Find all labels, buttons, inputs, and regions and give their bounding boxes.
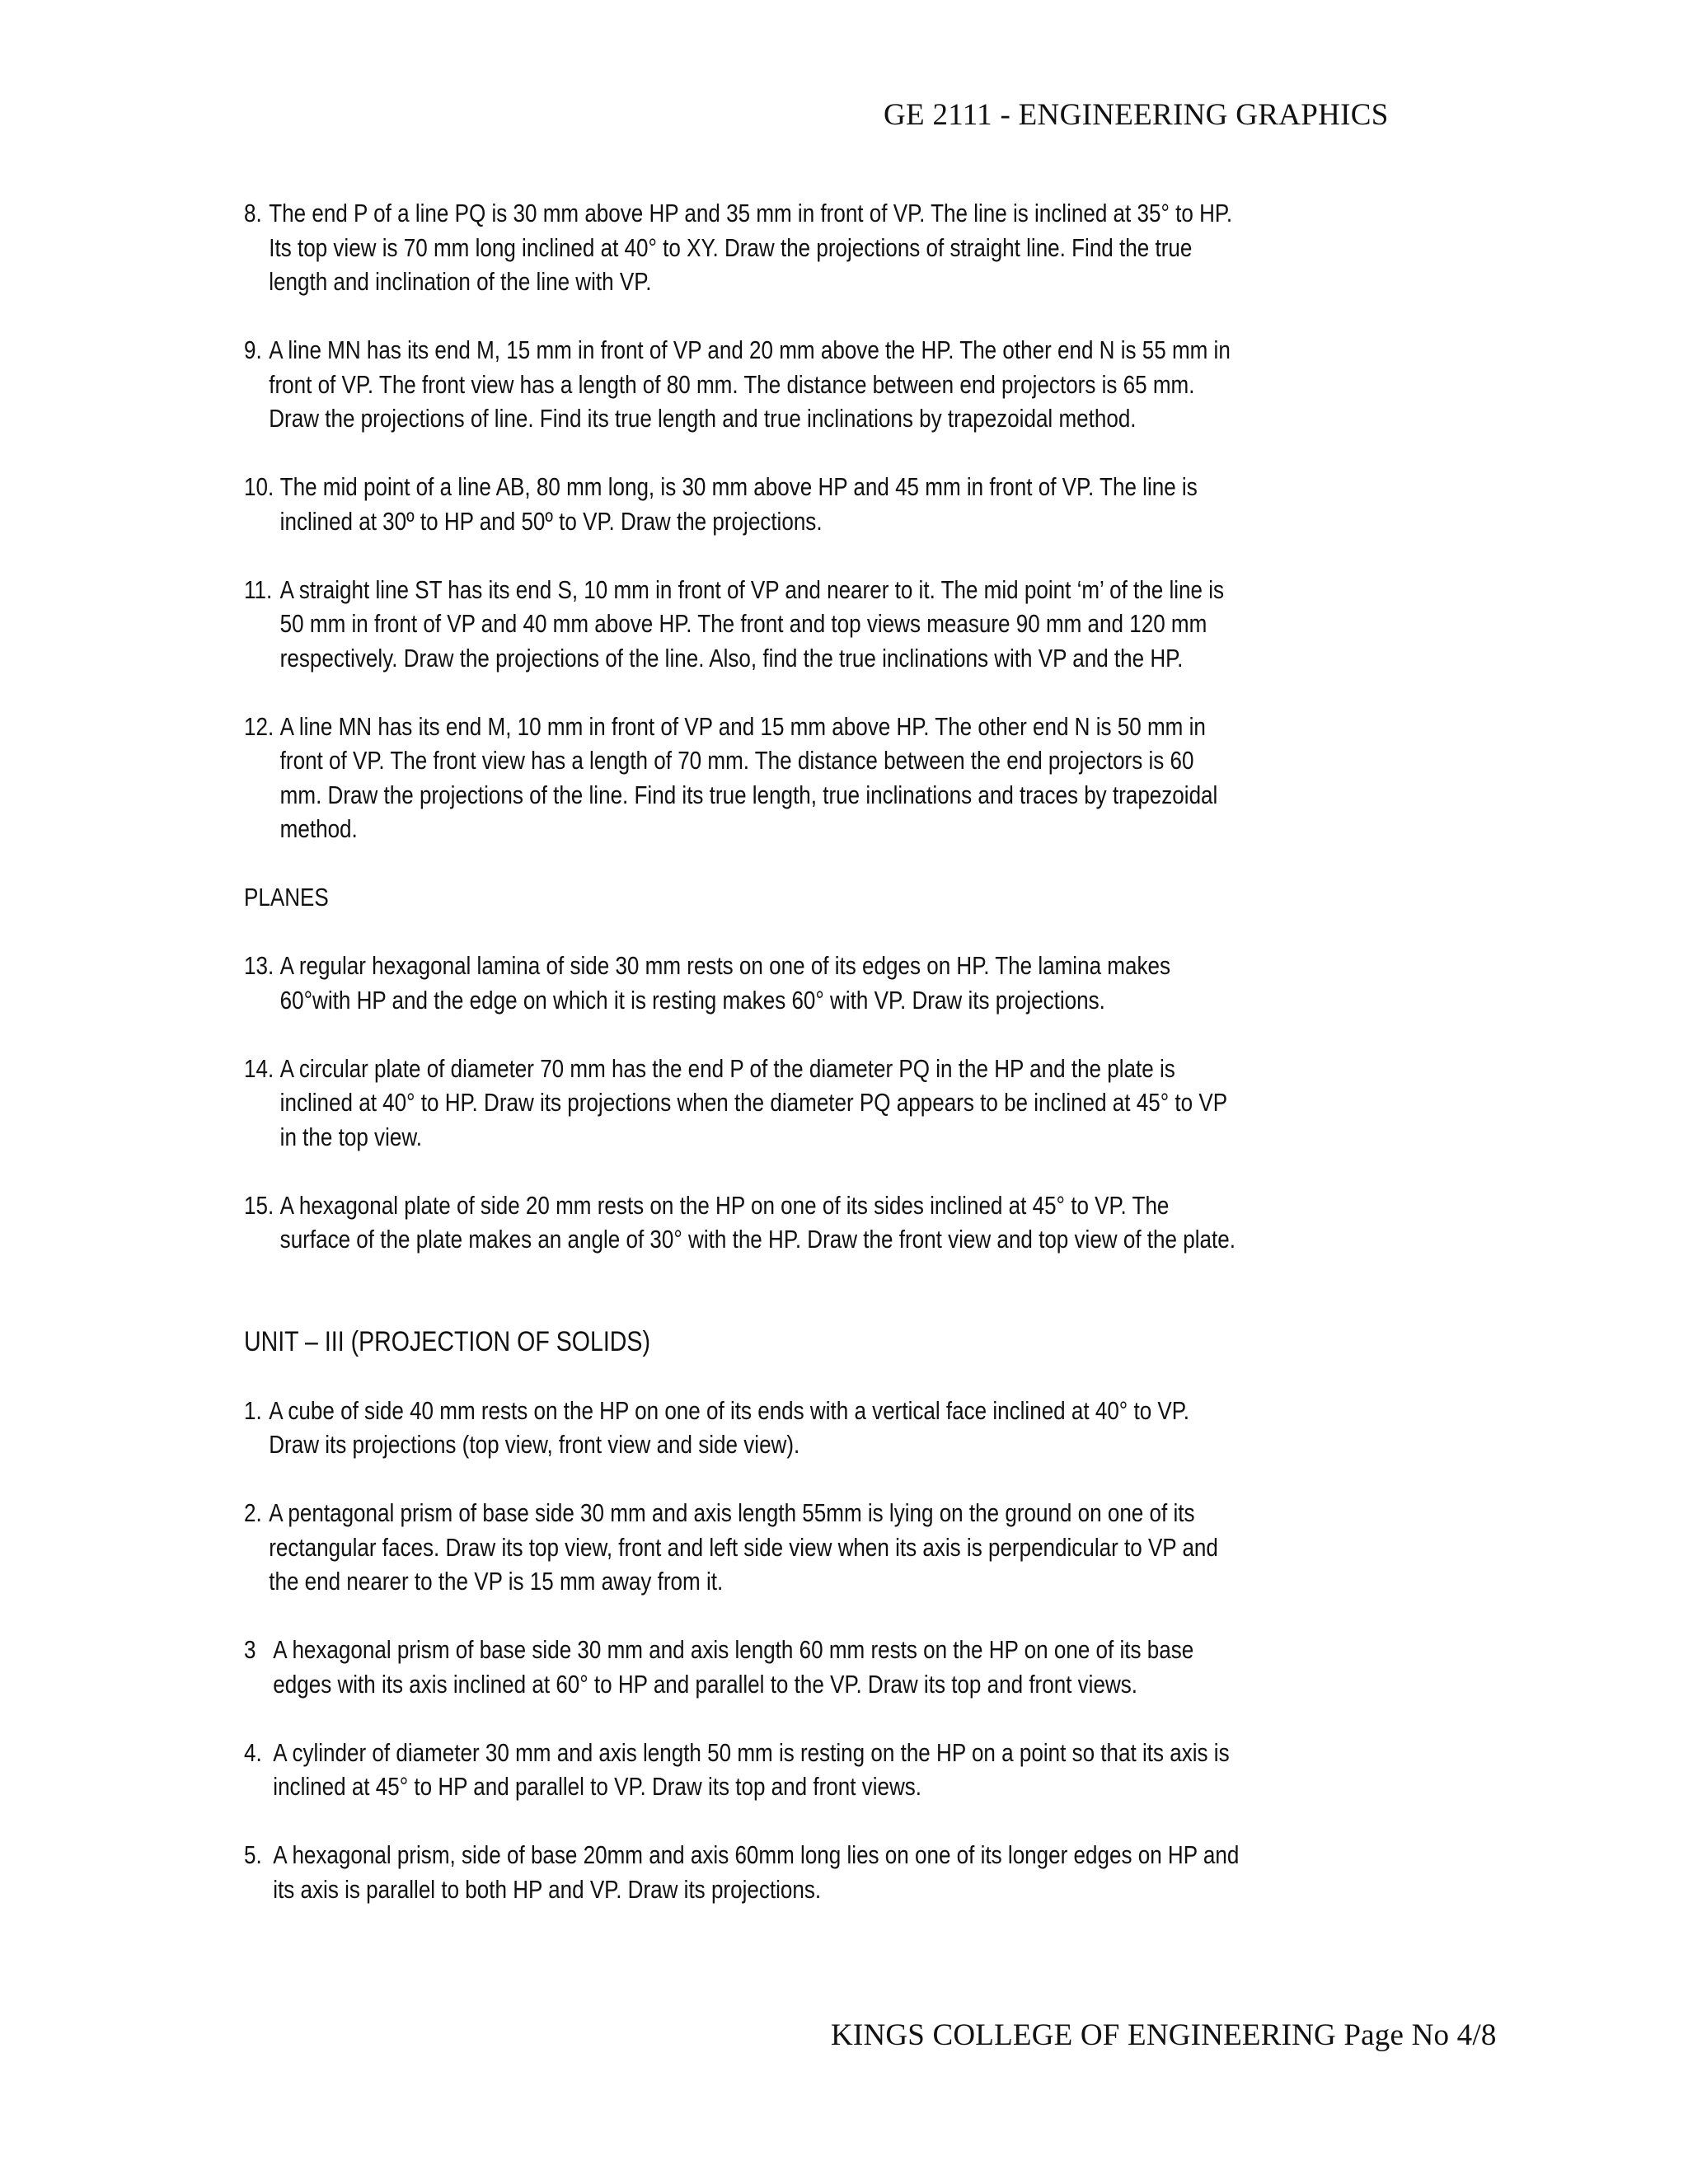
question-text: A circular plate of diameter 70 mm has the end P of the diameter PQ in the HP and the plate is inclined at 40° to HP. Draw its projections when the diameter PQ appears to be inclined at 45° to VP in the top view.	[279, 1053, 1227, 1151]
question-text: A hexagonal prism, side of base 20mm and axis 60mm long lies on one of its longer edges on HP and its axis is parallel to both HP and VP. Draw its projections.	[273, 1840, 1240, 1904]
question-text: A cube of side 40 mm rests on the HP on one of its ends with a vertical face inclined at 40° to VP. Draw its projections (top view, front view and side view).	[269, 1395, 1190, 1459]
question-2	[244, 1496, 1241, 1599]
question-text: A line MN has its end M, 15 mm in front of VP and 20 mm above the HP. The other end N is 55 mm in front of VP. The front view has a length of 80 mm. The distance between end projectors is 65 mm. Draw the projections of line. Find its true length and true inclinations by trapezoidal method.	[269, 335, 1231, 433]
page-header: GE 2111 - ENGINEERING GRAPHICS	[884, 98, 1389, 132]
question-number: 8.	[244, 199, 262, 227]
question-text: A pentagonal prism of base side 30 mm and axis length 55mm is lying on the ground on one of its rectangular faces. Draw its top view, front and left side view when its axis is perpendicular to VP and the end nearer to the VP is 15 mm away from it.	[269, 1498, 1218, 1596]
question-10	[244, 470, 1241, 538]
section-heading-planes: PLANES	[244, 883, 329, 912]
question-number: 14.	[244, 1053, 274, 1083]
question-number: 12.	[244, 711, 274, 741]
question-number: 3	[244, 1635, 256, 1664]
question-4	[244, 1736, 1241, 1804]
question-text: A hexagonal prism of base side 30 mm and axis length 60 mm rests on the HP on one of its base edges with its axis inclined at 60° to HP and parallel to the VP. Draw its top and front views.	[273, 1635, 1194, 1699]
question-text: A regular hexagonal lamina of side 30 mm rests on one of its edges on HP. The lamina makes 60°with HP and the edge on which it is resting makes 60° with VP. Draw its projections.	[279, 951, 1170, 1015]
question-1	[244, 1394, 1241, 1462]
question-number: 9.	[244, 335, 262, 364]
question-number: 4.	[244, 1737, 262, 1767]
question-15	[244, 1188, 1241, 1257]
question-12	[244, 710, 1241, 846]
question-number: 2.	[244, 1498, 262, 1527]
question-text: The mid point of a line AB, 80 mm long, is 30 mm above HP and 45 mm in front of VP. The line is inclined at 30º to HP and 50º to VP. Draw the projections.	[279, 472, 1198, 536]
section-heading-unit-3: UNIT – III (PROJECTION OF SOLIDS)	[244, 1325, 650, 1357]
question-9	[244, 333, 1241, 436]
page-footer: KINGS COLLEGE OF ENGINEERING Page No 4/8	[831, 2018, 1497, 2052]
question-3	[244, 1633, 1241, 1701]
question-text: A hexagonal plate of side 20 mm rests on the HP on one of its sides inclined at 45° to VP. The surface of the plate makes an angle of 30° with the HP. Draw the front view and top view of the plate.	[279, 1190, 1236, 1254]
question-number: 11.	[244, 574, 273, 604]
question-13	[244, 949, 1241, 1017]
question-11	[244, 573, 1241, 676]
question-number: 5.	[244, 1840, 262, 1869]
question-text: A line MN has its end M, 10 mm in front of VP and 15 mm above HP. The other end N is 50 mm in front of VP. The front view has a length of 70 mm. The distance between the end projectors is 60 mm. Draw the projections of the line. Find its true length, true inclinations and traces by trapezoidal method.	[279, 711, 1218, 843]
question-number: 1.	[244, 1395, 262, 1425]
question-number: 15.	[244, 1190, 274, 1220]
question-text: A cylinder of diameter 30 mm and axis length 50 mm is resting on the HP on a point so that its axis is inclined at 45° to HP and parallel to VP. Draw its top and front views.	[273, 1737, 1230, 1801]
question-text: A straight line ST has its end S, 10 mm in front of VP and nearer to it. The mid point ‘m’ of the line is 50 mm in front of VP and 40 mm above HP. The front and top views measure 90 mm and 120 mm respectively. Draw the projections of the line. Also, find the true inclinations with VP and the HP.	[279, 574, 1225, 673]
question-14	[244, 1052, 1241, 1155]
question-5	[244, 1838, 1241, 1906]
question-text: The end P of a line PQ is 30 mm above HP and 35 mm in front of VP. The line is inclined at 35° to HP. Its top view is 70 mm long inclined at 40° to XY. Draw the projections of straight line. Find the true length and inclination of the line with VP.	[269, 199, 1233, 296]
question-8	[244, 196, 1241, 299]
page-content	[244, 196, 1241, 1941]
question-number: 10.	[244, 472, 274, 501]
question-number: 13.	[244, 951, 274, 980]
